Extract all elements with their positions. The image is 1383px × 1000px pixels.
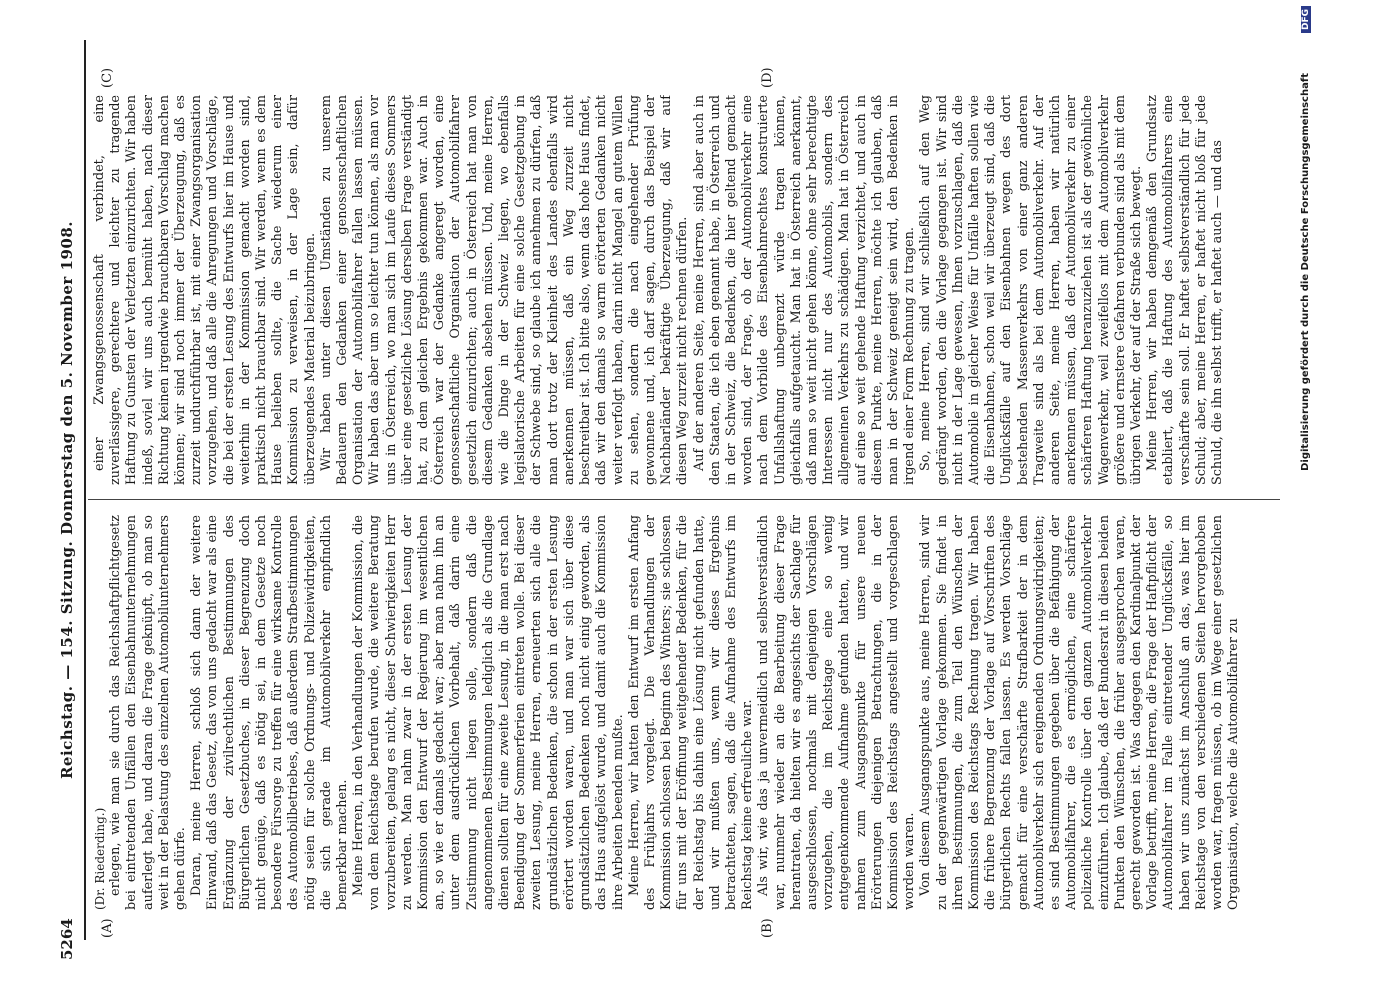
dfg-logo: DFG [1301,6,1311,33]
paragraph: Von diesem Ausgangspunkte aus, meine Herren, sind wir zu der gegenwärtigen Vorlage gekommen. Sie findet in ihren Bestimmungen, die zum Teil den Wünschen der Kommission des Reichstags Rechnung tragen. Wir haben die frühere Begrenzung der Vorlage auf Vorschriften des bürgerlichen Rechts fallen lassen. Es werden Vorschläge gemacht für eine verschärfte Strafbarkeit der in dem Automobilverkehr sich ereignenden Ordnungswidrigkeiten; es sind Bestimmungen gegeben über die Befähigung der Automobilfahrer, die es ermöglichen, eine schärfere polizeiliche Kontrolle über den ganzen Automobilverkehr einzuführen. Ich glaube, daß der Bundesrat in diesen beiden Punkten den Wünschen, die früher ausgesprochen waren, gerecht geworden ist. Was dagegen den Kardinalpunkt der Vorlage betrifft, meine Herren, die Frage der Haftpflicht der Automobilfahrer im Falle eintretender Unglücksfälle, so haben wir uns zunächst im Anschluß an das, was hier im Reichstage von den verschiedenen Seiten hervorgehoben worden war, fragen müssen, ob im Wege einer gesetzlichen Organisation, welche die Automobilfahrer zu [918,515,1242,910]
paragraph: Auf der anderen Seite, meine Herren, sind aber auch in den Staaten, die ich eben genannt habe, in Österreich und in der Schweiz, die Bedenken, die hier geltend gemacht worden sind, der Frage, ob der Automobilverkehr eine nach dem Vorbilde des Eisenbahnrechtes konstruierte Unfallshaftung unbegrenzt würde tragen können, gleichfalls aufgetaucht. Man hat in Österreich anerkannt, daß man so weit nicht gehen könne, ohne sehr berechtigte Interessen nicht nur des Automobils, sondern des allgemeinen Verkehrs zu schädigen. Man hat in Österreich auf eine so weit gehende Haftung verzichtet, und auch in diesem Punkte, meine Herren, möchte ich glauben, daß man in der Schweiz geneigt sein wird, den Bedenken in irgend einer Form Rechnung zu tragen. [691,95,918,485]
page-header [58,30,82,970]
credit-text: Digitalisierung gefördert durch die Deutsche Forschungsgemeinschaft [1300,73,1311,471]
paragraph: Wir haben unter diesen Umständen zu unserem Bedauern den Gedanken einer genossenschaftlichen Organisation der Automobilfahrer fallen lassen müssen. Wir haben das aber um so leichter tun können, als man vor uns in Österreich, wo man sich im Laufe dieses Sommers über eine gesetzliche Lösung derselben Frage verständigt hat, zu dem gleichen Ergebnis gekommen war. Auch in Österreich war der Gedanke angeregt worden, eine genossenschaftliche Organisation der Automobilfahrer gesetzlich einzurichten; auch in Österreich hat man von diesem Gedanken absehen müssen. Und, meine Herren, wie die Dinge in der Schweiz liegen, wo ebenfalls legislatorische Arbeiten für eine solche Gesetzgebung in der Schwebe sind, so glaube ich annehmen zu dürfen, daß man dort trotz der Kleinheit des Landes ebenfalls wird anerkennen müssen, daß ein Weg zurzeit nicht beschreitbar ist. Ich bitte also, wenn das hohe Haus findet, daß wir den damals so warm erörterten Gedanken nicht weiter verfolgt haben, darin nicht Mangel an gutem Willen zu sehen, sondern die nach eingehender Prüfung gewonnene und, ich darf sagen, durch das Beispiel der Nachbarländer bekräftigte Überzeugung, daß wir auf diesen Weg zurzeit nicht rechnen dürfen. [318,95,691,485]
paragraph: So, meine Herren, sind wir schließlich auf den Weg gedrängt worden, den die Vorlage gegangen ist. Wir sind nicht in der Lage gewesen, Ihnen vorzuschlagen, daß die Automobile in gleicher Weise für Unfälle haften sollen wie die Eisenbahnen, schon weil wir überzeugt sind, daß die Unglücksfälle auf den Eisenbahnen wegen des dort bestehenden Massenverkehrs von einer ganz anderen Tragweite sind als bei dem Automobilverkehr. Auf der anderen Seite, meine Herren, haben wir natürlich anerkennen müssen, daß der Automobilverkehr zu einer schärferen Haftung heranzuziehen ist als der gewöhnliche Wagenverkehr, weil zweifellos mit dem Automobilverkehr größere und ernstere Gefahren verbunden sind als mit dem übrigen Verkehr, der auf der Straße sich bewegt. [918,95,1144,485]
page-number: 5264 [58,918,76,960]
paragraph: Daran, meine Herren, schloß sich dann der weitere Einwand, daß das Gesetz, das von uns gedacht war als eine Ergänzung der zivilrechtlichen Bestimmungen des Bürgerlichen Gesetzbuches, in dieser Begrenzung doch nicht genüge, daß es nötig sei, in dem Gesetze noch besondere Fürsorge zu treffen für eine wirksame Kontrolle des Automobilbetriebes, daß außerdem Strafbestimmungen nötig seien für solche Ordnungs- und Polizeiwidrigkeiten, die sich gerade im Automobilverkehr empfindlich bemerkbar machen. [189,515,351,910]
paragraph: Als wir, wie das ja unvermeidlich und selbstverständlich war, nunmehr wieder an die Bearbeitung dieser Frage herantraten, da hielten wir es angesichts der Sachlage für ausgeschlossen, nochmals mit denjenigen Vorschlägen vorzugehen, die im Reichstage eine so wenig entgegenkommende Aufnahme gefunden hatten, und wir nahmen zum Ausgangspunkte für unsere neuen Erörterungen diejenigen Betrachtungen, die in der Kommission des Reichstags angestellt und vorgeschlagen worden waren. [756,515,918,910]
paragraph: Meine Herren, in den Verhandlungen der Kommission, die von dem Reichstage berufen wurde, die weitere Beratung vorzubereiten, gelang es nicht, dieser Schwierigkeiten Herr zu werden. Man nahm zwar in der ersten Lesung der Kommission den Entwurf der Regierung im wesentlichen an, so wie er damals gedacht war; aber man nahm ihn an unter dem ausdrücklichen Vorbehalt, daß darin eine Zustimmung nicht liegen solle, sondern daß die angenommenen Bestimmungen lediglich als die Grundlage dienen sollten für eine zweite Lesung, in die man erst nach Beendigung der Sommerferien eintreten wolle. Bei dieser zweiten Lesung, meine Herren, erneuerten sich alle die grundsätzlichen Bedenken, die schon in der ersten Lesung erörtert worden waren, und man war sich über diese grundsätzlichen Bedenken noch nicht einig geworden, als das Haus aufgelöst wurde, und damit auch die Kommission ihre Arbeiten beenden mußte. [351,515,626,910]
digitization-credit [1300,0,1314,1000]
margin-marker-d: (D) [760,67,775,88]
speaker-label: (Dr. Riederding.) [93,807,107,910]
paragraph: Meine Herren, wir hatten den Entwurf im ersten Anfang des Frühjahrs vorgelegt. Die Verhandlungen der Kommission schlossen bei Beginn des Winters; sie schlossen für uns mit der Eröffnung weitgehender Bedenken, für die der Reichstag bis dahin eine Lösung nicht gefunden hatte, und wir mußten uns, wenn wir dieses Ergebnis betrachteten, sagen, daß die Aufnahme des Entwurfs im Reichstag keine erfreuliche war. [626,515,756,910]
paragraph: einer Zwangsgenossenschaft verbindet, eine zuverlässigere, gerechtere und leichter zu tragende Haftung zu Gunsten der Verletzten einzurichten. Wir haben indeß, soviel wir uns auch bemüht haben, nach dieser Richtung keinen irgendwie brauchbaren Vorschlag machen können; wir sind noch immer der Überzeugung, daß es zurzeit undurchführbar ist, mit einer Zwangsorganisation vorzugehen, und daß alle die Anregungen und Vorschläge, die bei der ersten Lesung des Entwurfs hier im Hause und weiterhin in der Kommission gemacht worden sind, praktisch nicht brauchbar sind. Wir werden, wenn es dem Hause belieben sollte, die Sache wiederum einer Kommission zu verweisen, in der Lage sein, dafür überzeugendes Material beizubringen. [92,95,318,485]
column-divider [88,499,1280,500]
margin-marker-a: (A) [100,918,115,938]
page-title: Reichstag. — 154. Sitzung. Donnerstag den 5. November 1908. [58,220,76,780]
margin-marker-b: (B) [760,918,775,938]
left-column [92,515,1280,910]
margin-marker-c: (C) [100,67,115,88]
paragraph: Meine Herren, wir haben demgemäß den Grundsatz etabliert, daß die Haftung des Automobilfahrers eine verschärfte sein soll. Er haftet selbstverständlich für jede Schuld; aber, meine Herren, er haftet nicht bloß für jede Schuld, die ihn selbst trifft, er haftet auch — und das [1145,95,1226,485]
header-rule [84,40,86,940]
right-column [92,95,1280,485]
paragraph: erlegen, wie man sie durch das Reichshaftpflichtgesetz bei eintretenden Unfällen den Eisenbahnunternehmungen auferlegt habe, und daran die Frage geknüpft, ob man so weit in der Belastung des einzelnen Automobilunternehmers gehen dürfe. [108,515,189,910]
